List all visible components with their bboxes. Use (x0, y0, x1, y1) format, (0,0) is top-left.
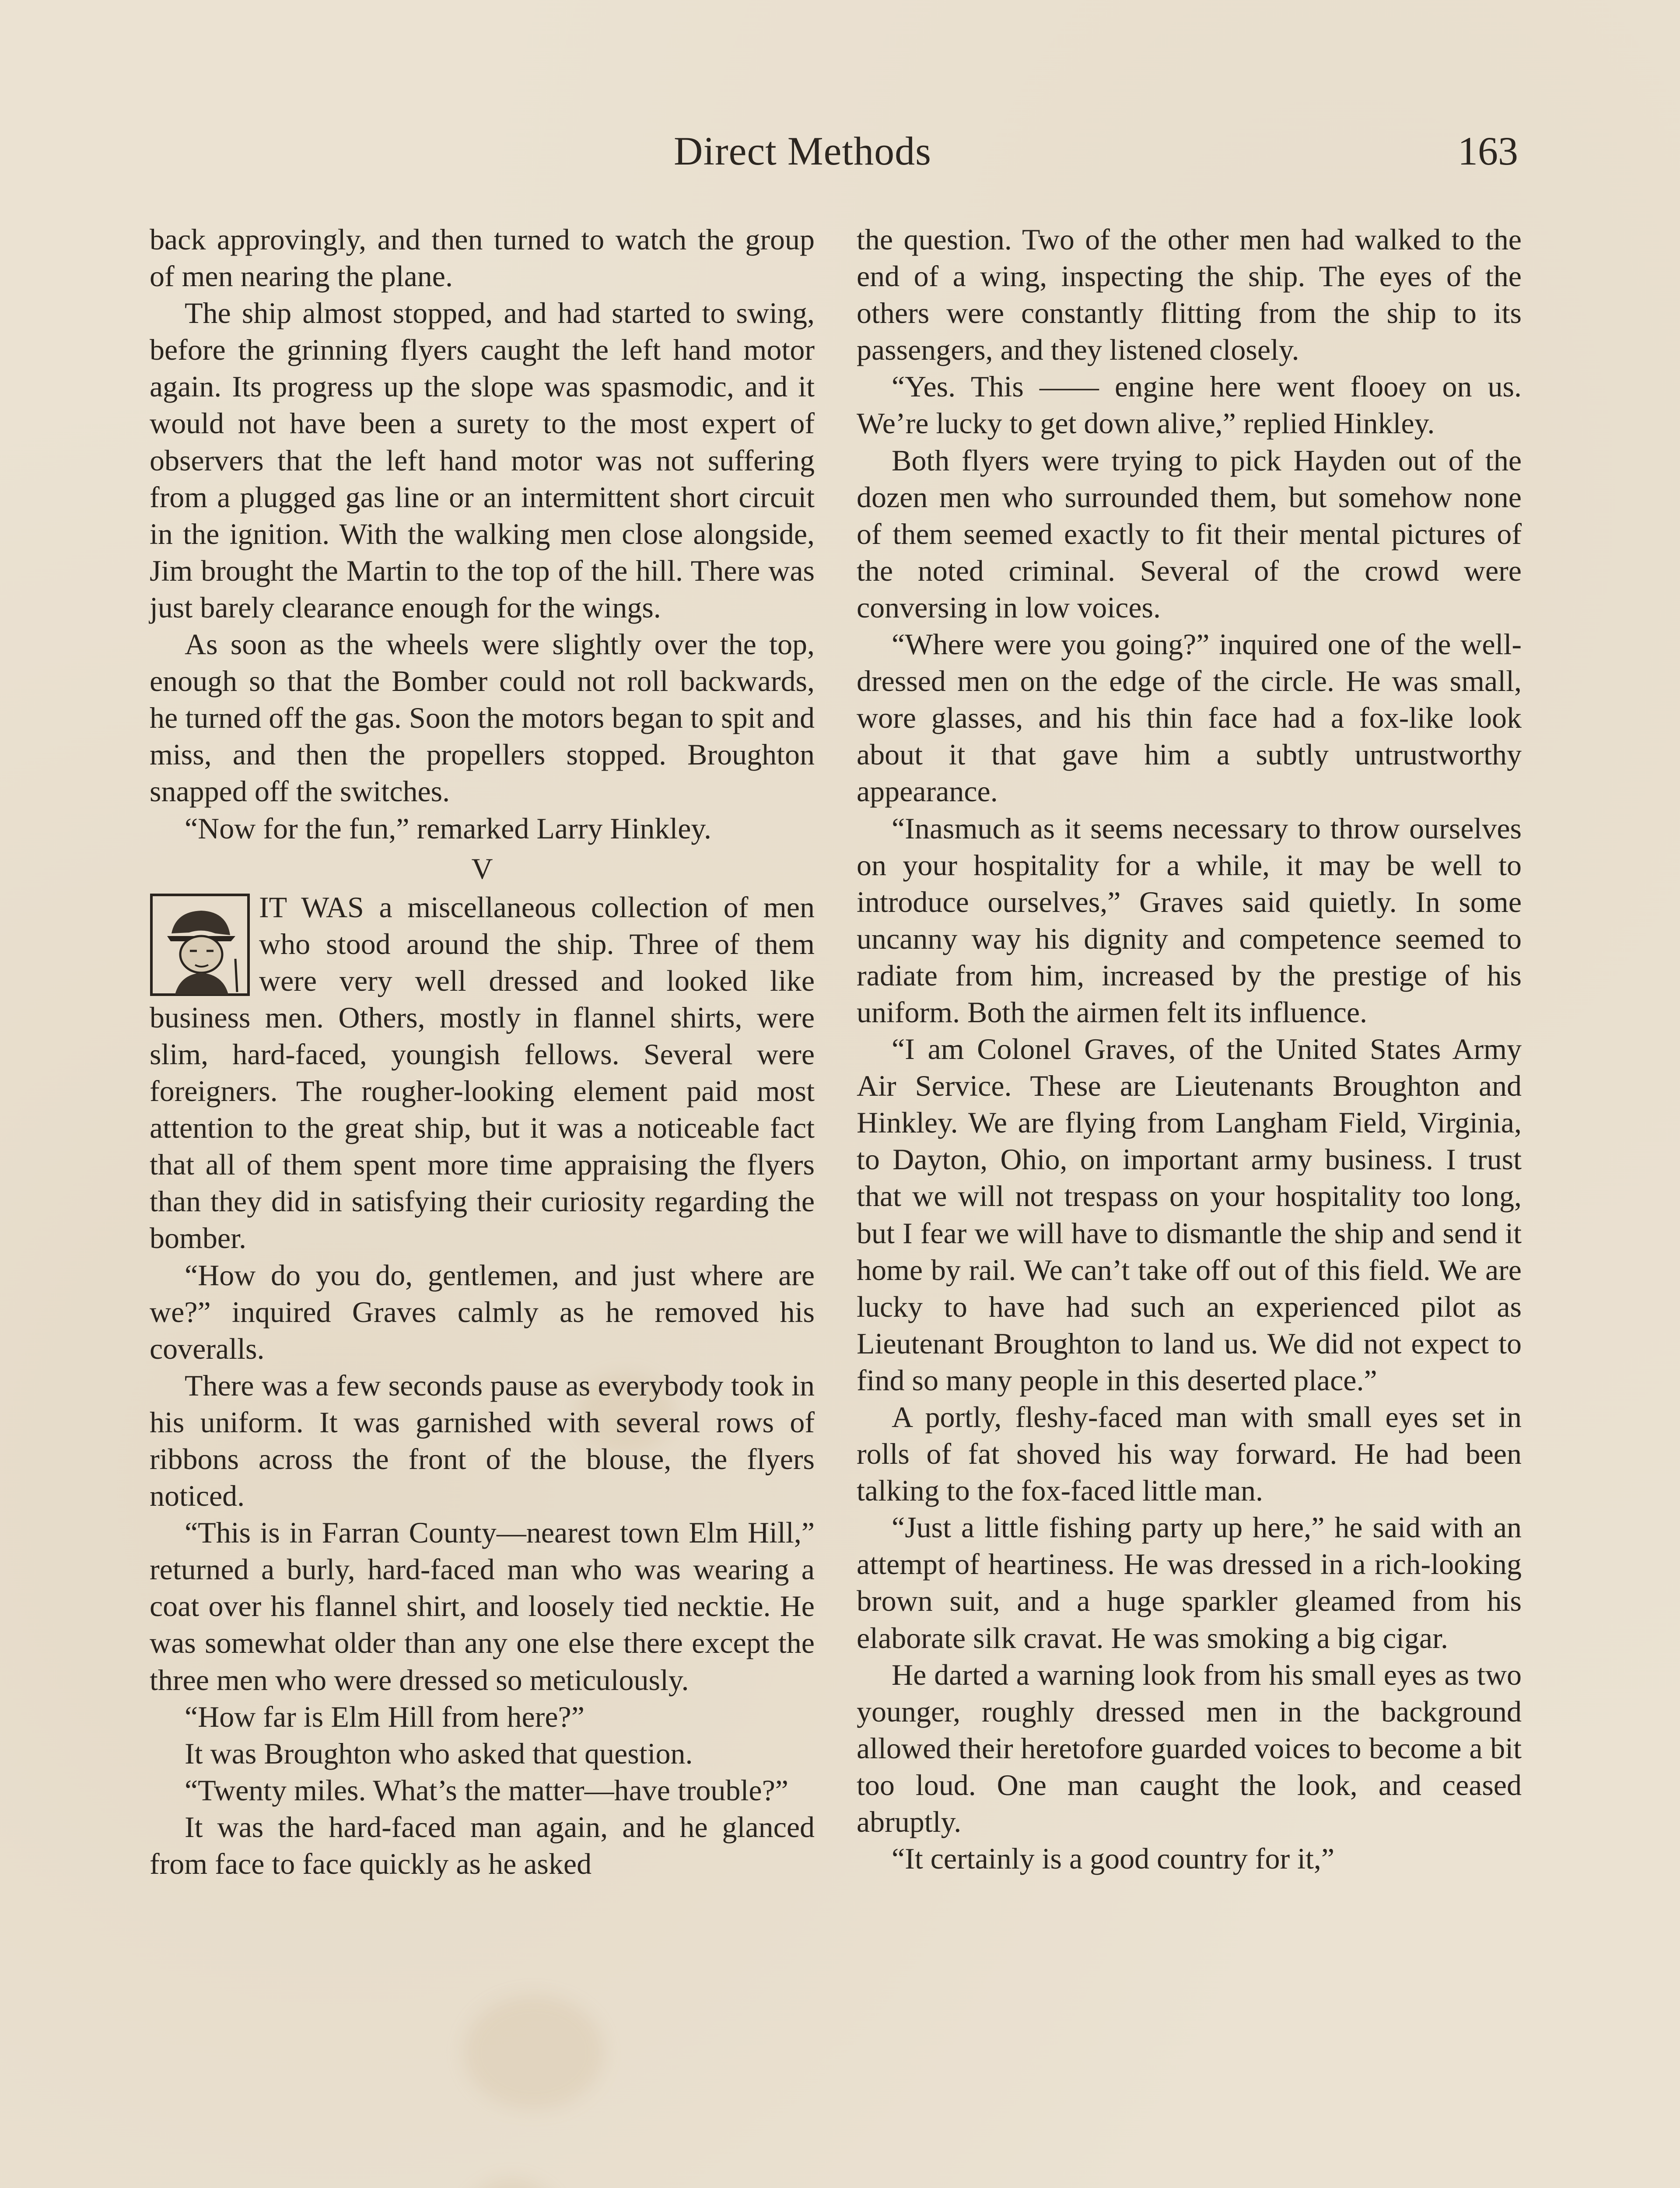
paragraph: It was Broughton who asked that question. (185, 1736, 693, 1770)
paragraph: There was a few seconds pause as everybody took in his uniform. It was garnished with several rows of ribbons across the front of the blouse, the flyers noticed. (150, 1368, 815, 1513)
paragraph: “Where were you going?” inquired one of the well-dressed men on the edge of the circle. He was small, wore glasses, and his thin face had a fox-like look about it that gave him a subtly untrustworthy appearance. (857, 628, 1522, 808)
paragraph: He darted a warning look from his small eyes as two younger, roughly dressed men in the background allowed their heretofore guarded voices to become a bit too loud. One man caught the look, and ceased abruptly. (857, 1658, 1522, 1839)
paragraph: IT WAS a miscellaneous collection of men who stood around the ship. Three of them were very well dressed and looked like business men. Others, mostly in flannel shirts, were slim, hard-faced, youngish fellows. Several were foreigners. The rougher-looking element paid most attention to the great ship, but it was a noticeable fact that all of them spent more time appraising the flyers than they did in satisfying their curiosity regarding the bomber. (150, 890, 815, 1255)
paragraph: “This is in Farran County—nearest town Elm Hill,” returned a burly, hard-faced man who was wearing a coat over his flannel shirt, and loosely tied necktie. He was somewhat older than any one else there except the three men who were dressed so meticulously. (150, 1516, 815, 1697)
paragraph: “How far is Elm Hill from here?” (185, 1700, 584, 1733)
paragraph: “Twenty miles. What’s the matter—have trouble?” (185, 1773, 788, 1807)
paragraph: “It certainly is a good country for it,” (892, 1842, 1335, 1876)
dropcap-man-portrait-icon (150, 893, 250, 996)
paper-stain (455, 2179, 569, 2188)
paragraph: “How do you do, gentlemen, and just where are we?” inquired Graves calmly as he removed his coveralls. (150, 1258, 815, 1365)
paragraph: It was the hard-faced man again, and he glanced from face to face quickly as he asked (150, 1810, 815, 1881)
left-column (150, 221, 815, 1882)
paragraph: The ship almost stopped, and had started to swing, before the grinning flyers caught the left hand motor again. Its progress up the slope was spasmodic, and it would not have been a surety to the most expert of observers that the left hand motor was not suffering from a plugged gas line or an intermittent short circuit in the ignition. With the walking men close alongside, Jim brought the Martin to the top of the hill. There was just barely clearance enough for the wings. (150, 296, 815, 624)
paragraph: the question. Two of the other men had walked to the end of a wing, inspecting the ship. The eyes of the others were constantly flitting from the ship to its passengers, and they listened closely. (857, 223, 1522, 367)
paragraph: “Yes. This —— engine here went flooey on us. We’re lucky to get down alive,” replied Hinkley. (857, 370, 1522, 440)
page-number: 163 (1458, 129, 1518, 173)
paragraph: Both flyers were trying to pick Hayden out of the dozen men who surrounded them, but somehow none of them seemed exactly to fit their mental pictures of the noted criminal. Several of the crowd were conversing in low voices. (857, 443, 1522, 624)
paragraph: “I am Colonel Graves, of the United States Army Air Service. These are Lieutenants Broughton and Hinkley. We are flying from Langham Field, Virginia, to Dayton, Ohio, on important army business. I trust that we will not trespass on your hospitality too long, but I fear we will have to dismantle the ship and send it home by rail. We can’t take off out of this field. We are lucky to have had such an experienced pilot as Lieutenant Broughton to land us. We did not expect to find so many people in this deserted place.” (857, 1032, 1522, 1397)
paragraph: “Now for the fun,” remarked Larry Hinkley. (185, 811, 711, 845)
right-column (857, 221, 1522, 1877)
paragraph: “Just a little fishing party up here,” he said with an attempt of heartiness. He was dressed in a rich-looking brown suit, and a huge sparkler gleamed from his elaborate silk cravat. He was smoking a big cigar. (857, 1511, 1522, 1655)
paper-stain (464, 1995, 604, 2109)
paragraph: “Inasmuch as it seems necessary to throw ourselves on your hospitality for a while, it may be well to introduce ourselves,” Graves said quietly. In some uncanny way his dignity and competence seemed to radiate from him, increased by the prestige of his uniform. Both the airmen felt its influence. (857, 811, 1522, 1029)
paragraph: back approvingly, and then turned to watch the group of men nearing the plane. (150, 223, 815, 293)
paragraph: A portly, fleshy-faced man with small eyes set in rolls of fat shoved his way forward. He had been talking to the fox-faced little man. (857, 1400, 1522, 1508)
section-numeral: V (471, 852, 493, 885)
paragraph: As soon as the wheels were slightly over the top, enough so that the Bomber could not roll backwards, he turned off the gas. Soon the motors began to spit and miss, and then the propellers stopped. Broughton snapped off the switches. (150, 628, 815, 808)
running-head: Direct Methods (674, 129, 931, 173)
